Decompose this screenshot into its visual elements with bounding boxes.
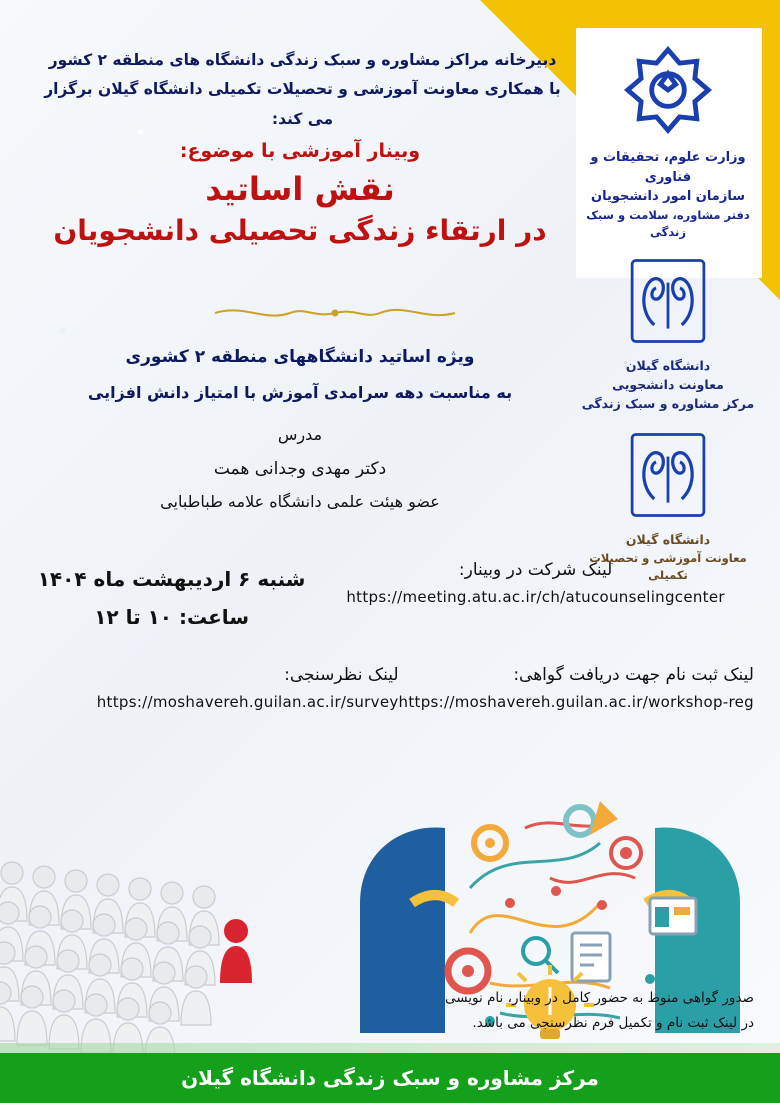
gear-icon-2: [566, 807, 594, 835]
document-icon: [572, 933, 610, 981]
header-line-2: با همکاری معاونت آموزشی و تحصیلات تکمیلی دانشگاه گیلان برگزار می کند:: [44, 80, 561, 128]
target-icon: [611, 838, 641, 868]
webinar-link-label: لینک شرکت در وبینار:: [458, 560, 613, 580]
survey-link-label: لینک نظرسنجی:: [284, 665, 399, 685]
dots-decoration: [505, 886, 607, 910]
highlighted-person-icon: [220, 919, 252, 983]
guilan-counseling-caption-line1: دانشگاه گیلان: [625, 358, 711, 373]
title-main-line-1: نقش اساتید: [205, 170, 395, 208]
certificate-note-line-1: صدور گواهی منوط به حضور کامل در وبینار، نام نویسی: [445, 989, 754, 1006]
magnifier-icon: [523, 938, 558, 973]
survey-link-url[interactable]: https://moshavereh.guilan.ac.ir/survey: [96, 693, 399, 711]
registration-link-url[interactable]: https://moshavereh.guilan.ac.ir/workshop-reg: [398, 693, 754, 711]
ministry-caption-line2: سازمان امور دانشجویان: [591, 189, 745, 204]
survey-link-block: [97, 665, 399, 711]
gear-icon-1: [474, 827, 506, 859]
registration-link-block: [399, 665, 754, 711]
presenter-name: دکتر مهدی وجدانی همت: [213, 459, 387, 480]
guilan-counseling-caption-line3: مرکز مشاوره و سبک زندگی: [581, 395, 755, 411]
guilan-education-caption-line1: دانشگاه گیلان: [625, 532, 711, 548]
guilan-university-emblem-icon: [625, 255, 711, 347]
ministry-logo: [578, 42, 758, 142]
certificate-note-line-2: در لینک ثبت نام و تکمیل فرم نظرسنجی می باشد.: [472, 1015, 754, 1032]
ministry-caption-line1: وزارت علوم، تحقیقات و فناوری: [590, 150, 746, 185]
presenter-label: مدرس: [277, 425, 323, 445]
webinar-link-url[interactable]: https://meeting.atu.ac.ir/ch/atucounselingcenter: [346, 588, 725, 606]
registration-link-label: لینک ثبت نام جهت دریافت گواهی:: [513, 665, 754, 685]
header-line-1: دبیرخانه مراکز مشاوره و سبک زندگی دانشگاه های منطقه ۲ کشور: [48, 51, 557, 69]
header-text: [30, 46, 575, 134]
title-block: [20, 140, 580, 250]
guilan-counseling-caption-line2: معاونت دانشجویی: [612, 376, 724, 392]
event-time: ساعت: ۱۰ تا ۱۲: [94, 605, 249, 629]
guilan-university-emblem-icon-2: [625, 429, 711, 521]
webinar-link-block: [317, 560, 754, 636]
presenter-affiliation: عضو هیئت علمی دانشگاه علامه طباطبایی: [160, 492, 440, 512]
certificate-note: [424, 986, 754, 1037]
links-row-bottom: [0, 665, 780, 711]
logo-column: [578, 42, 758, 585]
guilan-education-logo: [578, 429, 758, 525]
ministry-caption-line3: دفتر مشاوره، سلامت و سبک زندگی: [586, 207, 750, 239]
flourish-icon: [205, 302, 465, 324]
footer-bar: [0, 1053, 780, 1103]
guilan-education-caption-line2: معاونت آموزشی و تحصیلات تکمیلی: [589, 551, 747, 583]
ornament-divider: [120, 300, 550, 326]
event-date: شنبه ۶ اردیبهشت ماه ۱۴۰۴: [37, 567, 306, 591]
ministry-emblem-icon: [620, 42, 716, 138]
links-row-top: [0, 560, 780, 636]
occasion-line: به مناسبت دهه سرامدی آموزش با امتیاز دانش افزایی: [87, 382, 513, 402]
window-icon: [650, 898, 696, 934]
schedule-block: [26, 560, 317, 636]
audience-line: ویژه اساتید دانشگاههای منطقه ۲ کشوری: [125, 347, 475, 367]
middle-text: [30, 340, 570, 518]
title-eyebrow: وبینار آموزشی با موضوع:: [179, 140, 421, 162]
footer-text: مرکز مشاوره و سبک زندگی دانشگاه گیلان: [181, 1066, 599, 1090]
title-main-line-2: در ارتقاء زندگی تحصیلی دانشجویان: [53, 214, 547, 248]
guilan-counseling-logo: [578, 255, 758, 351]
crowd-illustration: [0, 753, 330, 1053]
